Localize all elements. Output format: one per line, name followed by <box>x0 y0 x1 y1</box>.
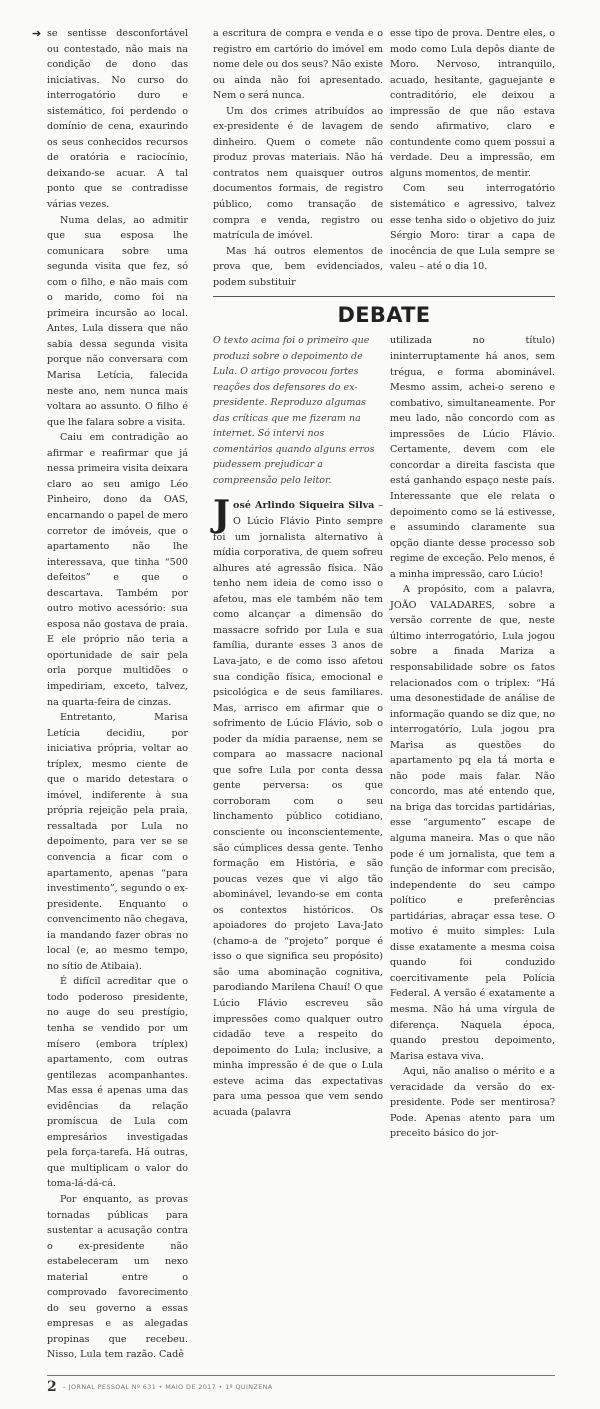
paragraph: Um dos crimes atribuídos ao ex-presidente é de lavagem de dinheiro. Quem o comete não produz provas materiais. Não há contratos nem quaisquer outros documentos formais, de registro público, como transação de compra e venda, registro ou matrícula de imóvel. <box>213 105 383 242</box>
debate-body <box>213 333 555 1141</box>
paragraph: Entretanto, Marisa Letícia decidiu, por iniciativa própria, voltar ao tríplex, mesmo ciente de que o marido detestara o imóvel, indiferente à sua própria rejeição pela praia, ressaltada por Lula no depoimento, para ver se se convencia a ficar com o apartamento, apenas “para investimento”, segundo o ex-presidente. Enquanto o convencimento não chegava, ia mandando fazer obras no local (e, ao mesmo tempo, no sítio de Atibaia). <box>47 712 188 972</box>
paragraph: Por enquanto, as provas tornadas públicas para sustentar a acusação contra o ex-presidente não estabeleceram um nexo material entre o comprovado favorecimento do seu governo a essas empresas e as alegadas propinas que recebeu. Nisso, Lula tem razão. Cadê <box>47 1194 188 1361</box>
right-area <box>213 26 555 1363</box>
paragraph: Numa delas, ao admitir que sua esposa lhe comunicara sobre uma segunda visita que fez, só com o filho, e não mais com o marido, como foi na primeira incursão ao local. Antes, Lula dissera que não sabia dessa segunda visita porque não conversara com Marisa Letícia, falecida neste ano, nem nunca mais voltara ao assunto. O filho é que lhe falara sobre a visita. <box>47 214 188 428</box>
continuation-arrow-icon: ➔ <box>32 27 42 40</box>
paragraph: se sentisse desconfortável ou contestado, não mais na condição de dono das iniciativas. No curso do interrogatório duro e sistemático, foi perdendo o domínio de cena, exaurindo os seus conhecidos recursos de oratória e raciocínio, deixando-se acuar. A tal ponto que se contradisse várias vezes. <box>47 28 188 211</box>
paragraph: Mas há outros elementos de prova que, bem evidenciados, podem substituir <box>213 245 383 288</box>
letter-column-2 <box>213 493 383 1120</box>
intro-text: O texto acima foi o primeiro que produzi sobre o depoimento de Lula. O artigo provocou fortes reações dos defensores do ex-presidente. Reproduzo algumas das críticas que me fizeram na internet. Só intervi nos comentários quando alguns erros pudessem prejudicar a compreensão pelo leitor. <box>213 335 375 486</box>
article-column-3 <box>390 26 555 290</box>
footer-publication-info: – JORNAL PESSOAL Nº 631 • MAIO DE 2017 • 1ª QUINZENA <box>62 1383 273 1392</box>
letter-paragraph <box>213 493 383 1120</box>
letter-author: osé Arlindo Siqueira Silva <box>233 500 375 512</box>
letter-text: – O Lúcio Flávio Pinto sempre foi um jornalista alternativo à mídia corporativa, de quem sofreu alhures até agressão física. Não tenho nem ideia de como isso o afetou, mas ele também não tem como alcançar a dimensão do massacre sofrido por Lula e sua família, durante esses 3 anos de Lava-jato, e de como isso afetou sua condição física, emocional e psicológica e de seus familiares. Mas, arrisco em afirmar que o sofrimento de Lúcio Flávio, sob o poder da mídia paraense, nem se compara ao massacre nacional que sofre Lula por conta dessa gente perversa: os que corroboram com o seu linchamento público cotidiano, consciente ou inconscientemente, são cúmplices dessa gente. Tenho formação em História, e são poucas vezes que vi algo tão abominável, levando-se em conta os contextos históricos. Os apoiadores do projeto Lava-Jato (chamo-a de “projeto” porque é isso o que significa seu propósito) são uma abominação cognitiva, parodiando Marilena Chauí! O que Lúcio Flávio escreveu são impressões como qualquer outro cidadão teve a respeito do depoimento do Lula; inclusive, a minha impressão é de que o Lula esteve acima das expectativas para uma pessoa que vem sendo acuada (palavra <box>213 500 383 1118</box>
paragraph: Caiu em contradição ao afirmar e reafirmar que já nessa primeira visita deixara claro ao seu amigo Léo Pinheiro, dono da OAS, encarnando o papel de mero corretor de imóveis, que o apartamento não lhe interessava, que tinha “500 defeitos” e que o descartava. Também por outro motivo acessório: sua esposa não gostava de praia. E ele próprio não teria a oportunidade de sair pela orla porque multidões o impediriam, exceto, talvez, na quarta-feira de cinzas. <box>47 432 188 708</box>
editor-intro <box>213 333 383 488</box>
page-layout <box>47 26 555 1363</box>
drop-cap: J <box>213 493 231 536</box>
paragraph: a escritura de compra e venda e o registro em cartório do imóvel em nome dele ou dos seus? Não existe ou ainda não foi apresentado. Nem o será nunca. <box>213 28 383 102</box>
paragraph: esse tipo de prova. Dentre eles, o modo como Lula depôs diante de Moro. Nervoso, intranquilo, acuado, hesitante, gaguejante e contraditório, ele deixou a impressão de que não estava sendo afirmativo, claro e contundente como quem possui a verdade. Deu a impressão, em alguns momentos, de mentir. <box>390 28 555 179</box>
article-column-2 <box>213 26 383 290</box>
paragraph: É difícil acreditar que o todo poderoso presidente, no auge do seu prestígio, tenha se vendido por um mísero (embora tríplex) apartamento, com outras gentilezas acompanhantes. Mas essa é apenas uma das evidências da relação promíscua de Lula com empresários investigadas pela força-tarefa. Há outras, que multiplicam o valor do toma-lá-dá-cá. <box>47 976 188 1190</box>
footer-divider <box>47 1375 555 1376</box>
top-article <box>213 26 555 290</box>
page-number: 2 <box>47 1379 57 1396</box>
paragraph: Com seu interrogatório sistemático e agressivo, talvez esse tenha sido o objetivo do juiz Sérgio Moro: tirar a capa de inocência de que Lula sempre se valeu – até o dia 10. <box>390 183 555 273</box>
page-footer <box>47 1379 555 1395</box>
footer-block <box>47 1375 555 1395</box>
section-divider <box>213 296 555 297</box>
article-column-1 <box>47 26 188 1363</box>
letter-column-3 <box>390 333 555 1141</box>
debate-left-column <box>213 333 383 1141</box>
letter-paragraph: utilizada no título) ininterruptamente há anos, sem trégua, e forma abominável. Mesmo assim, achei-o sereno e combativo, simultaneamente. Por meu lado, não concordo com as impressões de Lúcio Flávio. Certamente, devem com ele concordar a direita fascista que está ganhando espaço neste país. Interessante que ele relata o depoimento como se lá estivesse, e assumindo claramente sua opção diante desse processo sob regime de exceção. Pelo menos, é a minha impressão, caro Lúcio! <box>390 335 555 580</box>
debate-header <box>213 296 555 327</box>
letter-paragraph: Aqui, não analiso o mérito e a veracidade da versão do ex-presidente. Pode ser mentirosa? Pode. Apenas atento para um preceito básico do jor- <box>390 1066 555 1140</box>
letter-paragraph: A propósito, com a palavra, JOÃO VALADARES, sobre a versão corrente de que, neste último interrogatório, Lula jogou sobre a finada Mariza a responsabilidade sobre os fatos relacionados com o tríplex: “Há uma desonestidade de análise de informação quando se diz que, no interrogatório, Lula jogou pra Marisa as questões do apartamento pq ela tá morta e não pode mais falar. Não concordo, mas até entendo que, na briga das torcidas partidárias, esse “argumento” escape de alguma maneira. Mas o que não pode é um jornalista, que tem a função de informar com precisão, independente do seu campo político e preferências partidárias, abraçar essa tese. O motivo é muito simples: Lula disse exatamente a mesma coisa quando foi conduzido coercitivamente pela Polícia Federal. A versão é exatamente a mesma. Não há uma vírgula de diferença. Naquela época, quando prestou depoimento, Marisa estava viva. <box>390 584 555 1062</box>
section-title: DEBATE <box>337 303 431 328</box>
